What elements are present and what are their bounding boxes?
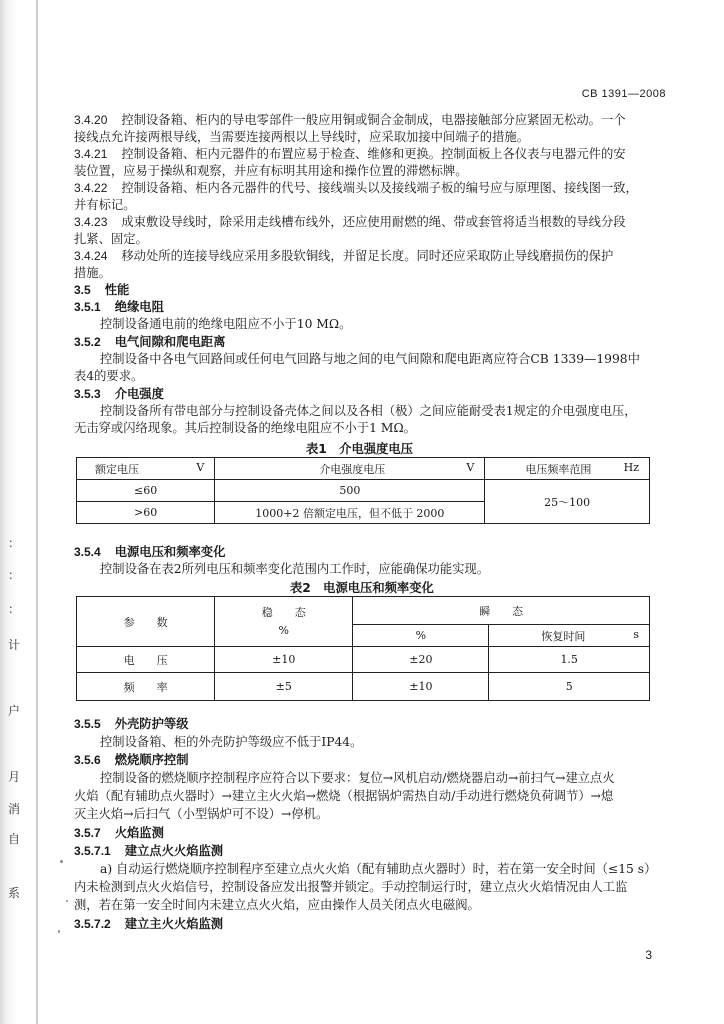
clause-text: 控制设备箱、柜内各元器件的代号、接线端头以及接线端子板的编号应与原理图、接线图一致， xyxy=(121,181,638,195)
clause-number: 3.5.7 xyxy=(74,826,101,840)
scan-speck xyxy=(60,860,63,863)
clause-text: a) 自动运行燃烧顺序控制程序至建立点火火焰（配有辅助点火器时）时，若在第一安全时间（≤15 s） xyxy=(100,862,657,876)
section-3-5-1-heading xyxy=(74,299,164,315)
clause-text: 控制设备箱、柜的外壳防护等级应不低于IP44。 xyxy=(100,735,363,749)
scan-binding-line xyxy=(36,0,38,1024)
clause-3-4-24 xyxy=(74,248,613,264)
clause-number: 3.5.7.2 xyxy=(74,917,111,931)
clause-text: 控制设备的燃烧顺序控制程序应符合以下要求：复位→风机启动/燃烧器启动→前扫气→建立点火 xyxy=(100,771,615,785)
margin-mark: 消 xyxy=(8,802,21,816)
clause-text-cont: 灭主火焰→后扫气（小型锅炉可不设）→停机。 xyxy=(74,807,329,821)
clause-number: 3.4.24 xyxy=(74,249,108,263)
table2-header-param: 参 数 xyxy=(77,597,215,647)
table2-header-steady: 稳 态 % xyxy=(215,597,353,647)
clause-text: 控制设备所有带电部分与控制设备壳体之间以及各相（极）之间应能耐受表1规定的介电强度电压， xyxy=(100,404,637,418)
standard-number: CB 1391—2008 xyxy=(581,88,666,100)
section-title: 性能 xyxy=(104,283,130,297)
table1-header-freq: 电压频率范围 Hz xyxy=(485,458,650,480)
section-3-5-heading xyxy=(74,282,129,298)
section-title: 电气间隙和爬电距离 xyxy=(114,335,226,349)
table1-dielectric-voltage xyxy=(76,457,650,524)
section-3-5-3-heading xyxy=(74,386,164,402)
table1-header-dielectric: 介电强度电压 V xyxy=(215,458,485,480)
clause-text: 移动处所的连接导线应采用多股软铜线，并留足长度。同时还应采取防止导线磨损伤的保护 xyxy=(121,249,614,263)
clause-number: 3.5.3 xyxy=(74,387,101,401)
table2-voltage-frequency xyxy=(76,596,650,701)
margin-mark: 月 xyxy=(8,770,21,784)
clause-number: 3.5 xyxy=(74,283,91,297)
section-3-5-2-heading xyxy=(74,334,225,350)
section-title: 建立点火火焰监测 xyxy=(124,844,224,858)
table2-cell-steady: ±10 xyxy=(215,647,353,673)
page-number: 3 xyxy=(645,948,652,962)
section-title: 外壳防护等级 xyxy=(114,717,189,731)
table-row xyxy=(77,480,650,502)
clause-text-cont: 内未检测到点火火焰信号，控制设备应发出报警并锁定。手动控制运行时，建立点火火焰情况由人工监 xyxy=(74,880,628,894)
margin-mark: ： xyxy=(8,536,21,550)
clause-number: 3.4.21 xyxy=(74,147,108,161)
clause-text-cont: 表4的要求。 xyxy=(74,369,144,383)
section-title: 建立主火火焰监测 xyxy=(124,917,224,931)
clause-3-4-23 xyxy=(74,214,626,230)
clause-text-cont: 火焰（配有辅助点火器时）→建立主火火焰→燃烧（根据锅炉需热自动/手动进行燃烧负荷调节）→熄 xyxy=(74,789,614,803)
clause-text-cont: 扎紧、固定。 xyxy=(74,232,148,246)
table1-header-rated: 额定电压 V xyxy=(77,458,215,480)
clause-number: 3.4.22 xyxy=(74,181,108,195)
table-row xyxy=(77,673,650,701)
clause-text-cont: 测，若在第一安全时间内未建立点火火焰，应由操作人员关闭点火电磁阀。 xyxy=(74,898,480,912)
clause-text-cont: 装位置，应易于操纵和观察，并应有标明其用途和操作位置的滞燃标牌。 xyxy=(74,164,468,178)
clause-number: 3.5.4 xyxy=(74,545,101,559)
table2-cell-recovery: 5 xyxy=(489,673,650,701)
table2-cell-param: 电 压 xyxy=(77,647,215,673)
section-title: 火焰监测 xyxy=(114,826,164,840)
section-title: 绝缘电阻 xyxy=(114,300,164,314)
table1-cell-rated: ≤60 xyxy=(77,480,215,502)
clause-number: 3.4.23 xyxy=(74,215,108,229)
table2-cell-transient: ±20 xyxy=(353,647,489,673)
margin-mark: 自 xyxy=(8,832,21,846)
table2-cell-recovery: 1.5 xyxy=(489,647,650,673)
table1-cell-dielectric: 1000+2 倍额定电压，但不低于 2000 xyxy=(215,502,485,524)
section-title: 介电强度 xyxy=(114,387,164,401)
section-3-5-7-1-heading xyxy=(74,843,223,859)
clause-text: 控制设备通电前的绝缘电阻应不小于10 MΩ。 xyxy=(100,317,352,331)
clause-number: 3.5.2 xyxy=(74,335,101,349)
scan-speck xyxy=(58,930,60,933)
section-3-5-4-heading xyxy=(74,544,225,560)
scan-binding-shadow xyxy=(0,0,46,1024)
section-3-5-7-heading xyxy=(74,825,164,841)
clause-text: 控制设备箱、柜内元器件的布置应易于检查、维修和更换。控制面板上各仪表与电器元件的安 xyxy=(121,147,626,161)
section-title: 燃烧顺序控制 xyxy=(114,753,189,767)
margin-mark: 计 xyxy=(8,638,21,652)
clause-number: 3.5.1 xyxy=(74,300,101,314)
table-row xyxy=(77,647,650,673)
clause-text: 控制设备中各电气回路间或任何电气回路与地之间的电气间隙和爬电距离应符合CB 1339—1998中 xyxy=(100,352,640,366)
table2-cell-steady: ±5 xyxy=(215,673,353,701)
clause-text-cont: 措施。 xyxy=(74,266,111,280)
clause-3-4-20 xyxy=(74,112,626,128)
table1-cell-rated: >60 xyxy=(77,502,215,524)
section-title: 电源电压和频率变化 xyxy=(114,545,226,559)
margin-mark: 系 xyxy=(8,886,21,900)
section-3-5-6-heading xyxy=(74,752,189,768)
scan-speck xyxy=(66,900,68,902)
table2-cell-param: 频 率 xyxy=(77,673,215,701)
clause-number: 3.4.20 xyxy=(74,113,108,127)
table1-cell-freq: 25～100 xyxy=(485,480,650,524)
section-3-5-5-heading xyxy=(74,716,189,732)
margin-mark: ： xyxy=(8,602,21,616)
clause-number: 3.5.6 xyxy=(74,753,101,767)
clause-3-4-21 xyxy=(74,146,626,162)
margin-mark: ： xyxy=(8,568,21,582)
clause-text-cont: 接线点允许接两根导线，当需要连接两根以上导线时，应采取加接中间端子的措施。 xyxy=(74,130,529,144)
table2-caption: 表2 电源电压和频率变化 xyxy=(290,581,434,595)
table2-header-transient: 瞬 态 xyxy=(353,597,650,625)
clause-text: 成束敷设导线时，除采用走线槽布线外，还应使用耐燃的绳、带或套管将适当根数的导线分段 xyxy=(121,215,626,229)
table1-caption: 表1 介电强度电压 xyxy=(306,442,413,456)
table2-header-recovery: 恢复时间 s xyxy=(489,625,650,647)
section-3-5-7-2-heading xyxy=(74,916,223,932)
clause-text: 控制设备在表2所列电压和频率变化范围内工作时，应能确保功能实现。 xyxy=(100,562,490,576)
table1-cell-dielectric: 500 xyxy=(215,480,485,502)
clause-3-4-22 xyxy=(74,180,638,196)
clause-number: 3.5.5 xyxy=(74,717,101,731)
clause-text-cont: 并有标记。 xyxy=(74,198,136,212)
table2-header-transient-pct: % xyxy=(353,625,489,647)
clause-number: 3.5.7.1 xyxy=(74,844,111,858)
clause-text: 控制设备箱、柜内的导电零部件一般应用铜或铜合金制成，电器接触部分应紧固无松动。一个 xyxy=(121,113,626,127)
table2-cell-transient: ±10 xyxy=(353,673,489,701)
margin-mark: 户 xyxy=(8,704,21,718)
clause-text-cont: 无击穿或闪络现象。其后控制设备的绝缘电阻应不小于1 MΩ。 xyxy=(74,421,416,435)
